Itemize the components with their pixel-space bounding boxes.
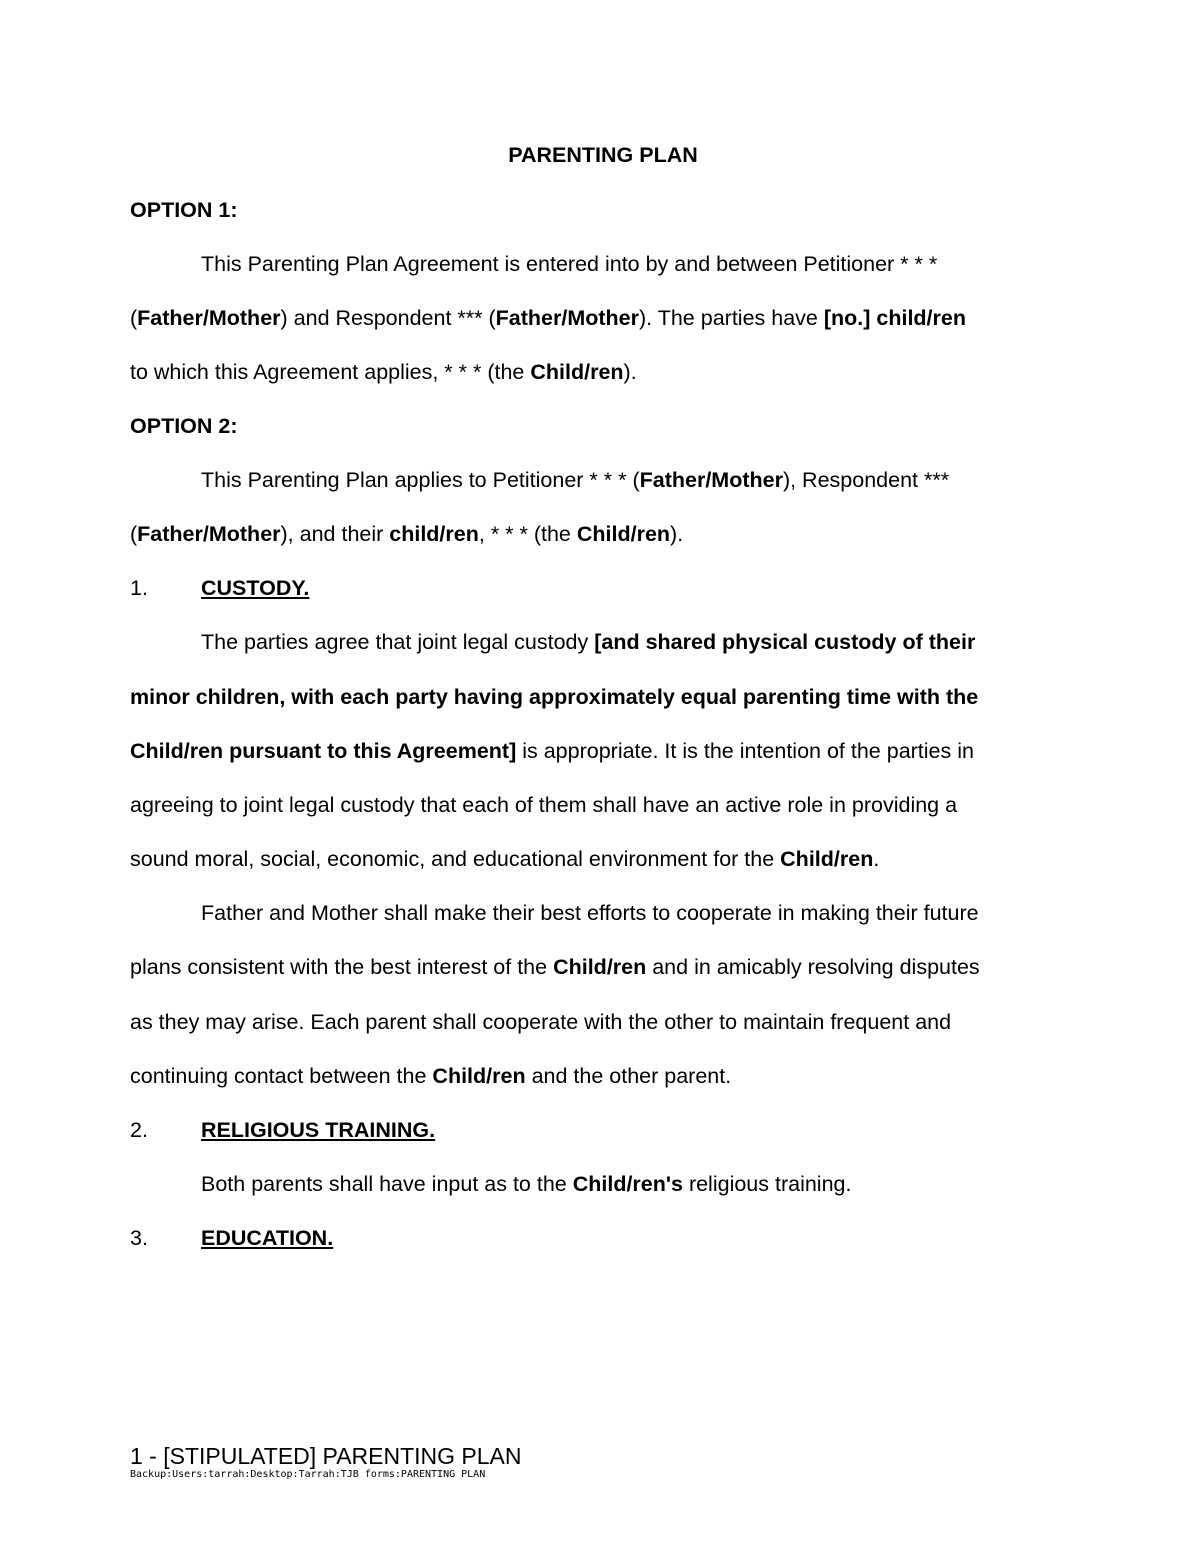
text: continuing contact between the [130,1064,433,1088]
bold-text: [and shared physical custody of their [594,630,976,654]
section1-number: 1. [130,576,148,600]
bold-text: Child/ren [553,955,647,979]
option1-line2 [130,305,966,331]
text: This Parenting Plan applies to Petitioner * * * ( [201,468,640,492]
document-title: PARENTING PLAN [508,143,698,167]
text: to which this Agreement applies, * * * (the [130,360,531,384]
bold-text: Child/ren [780,847,874,871]
text: ). [670,522,684,546]
section2-heading: RELIGIOUS TRAINING. [201,1118,436,1142]
text: The parties agree that joint legal custody [201,630,595,654]
text: religious training. [682,1172,852,1196]
bold-text: Child/ren [576,522,671,546]
text: Both parents shall have input as to the [201,1172,573,1196]
section1-p2-line3: as they may arise. Each parent shall cooperate with the other to maintain frequent and [130,1010,952,1034]
option2-label: OPTION 2: [130,414,238,438]
section3-number: 3. [130,1226,148,1250]
text: , * * * (the [478,522,577,546]
option2-line2 [130,521,683,547]
section1-p1-line3 [130,738,974,764]
text: ), and their [280,522,390,546]
bold-text: Father/Mother [639,468,783,492]
bold-text: Father/Mother [137,306,281,330]
bold-text: Child/ren pursuant to this Agreement] [130,739,517,763]
footer-page-label: 1 - [STIPULATED] PARENTING PLAN [130,1443,522,1469]
text: is appropriate. It is the intention of the parties in [516,739,974,763]
section2-p1 [201,1171,851,1197]
section3-heading: EDUCATION. [201,1226,334,1250]
bold-text: Father/Mother [137,522,281,546]
bold-text: Child/ren [432,1064,526,1088]
text: ( [130,522,138,546]
section1-p2-line1: Father and Mother shall make their best efforts to cooperate in making their future [201,901,979,925]
text: plans consistent with the best interest of the [130,955,554,979]
bold-text: [no.] child/ren [823,306,966,330]
text: sound moral, social, economic, and educational environment for the [130,847,781,871]
bold-text: Father/Mother [495,306,639,330]
bold-text: Child/ren's [572,1172,683,1196]
text: and in amicably resolving disputes [646,955,980,979]
option1-line1: This Parenting Plan Agreement is entered into by and between Petitioner * * * [201,252,938,276]
option1-label: OPTION 1: [130,198,238,222]
text: ), Respondent *** [782,468,950,492]
text: ). [623,360,637,384]
option2-line1 [201,467,949,493]
section1-p2-line4 [130,1063,731,1089]
footer-file-path: Backup:Users:tarrah:Desktop:Tarrah:TJB forms:PARENTING PLAN [130,1469,486,1480]
section1-p2-line2 [130,954,980,980]
section2-number: 2. [130,1118,148,1142]
section1-heading: CUSTODY. [201,576,310,600]
text: and the other parent. [525,1064,732,1088]
section1-p1-line2: minor children, with each party having approximately equal parenting time with the [130,685,979,709]
section1-p1-line4: agreeing to joint legal custody that each of them shall have an active role in providing a [130,793,958,817]
section1-p1-line5 [130,846,879,872]
text: ) and Respondent *** ( [280,306,496,330]
text: . [873,847,880,871]
text: ). The parties have [639,306,824,330]
text: ( [130,306,138,330]
bold-text: child/ren [389,522,479,546]
option1-line3 [130,359,637,385]
bold-text: Child/ren [530,360,624,384]
section1-p1-line1 [201,629,975,655]
